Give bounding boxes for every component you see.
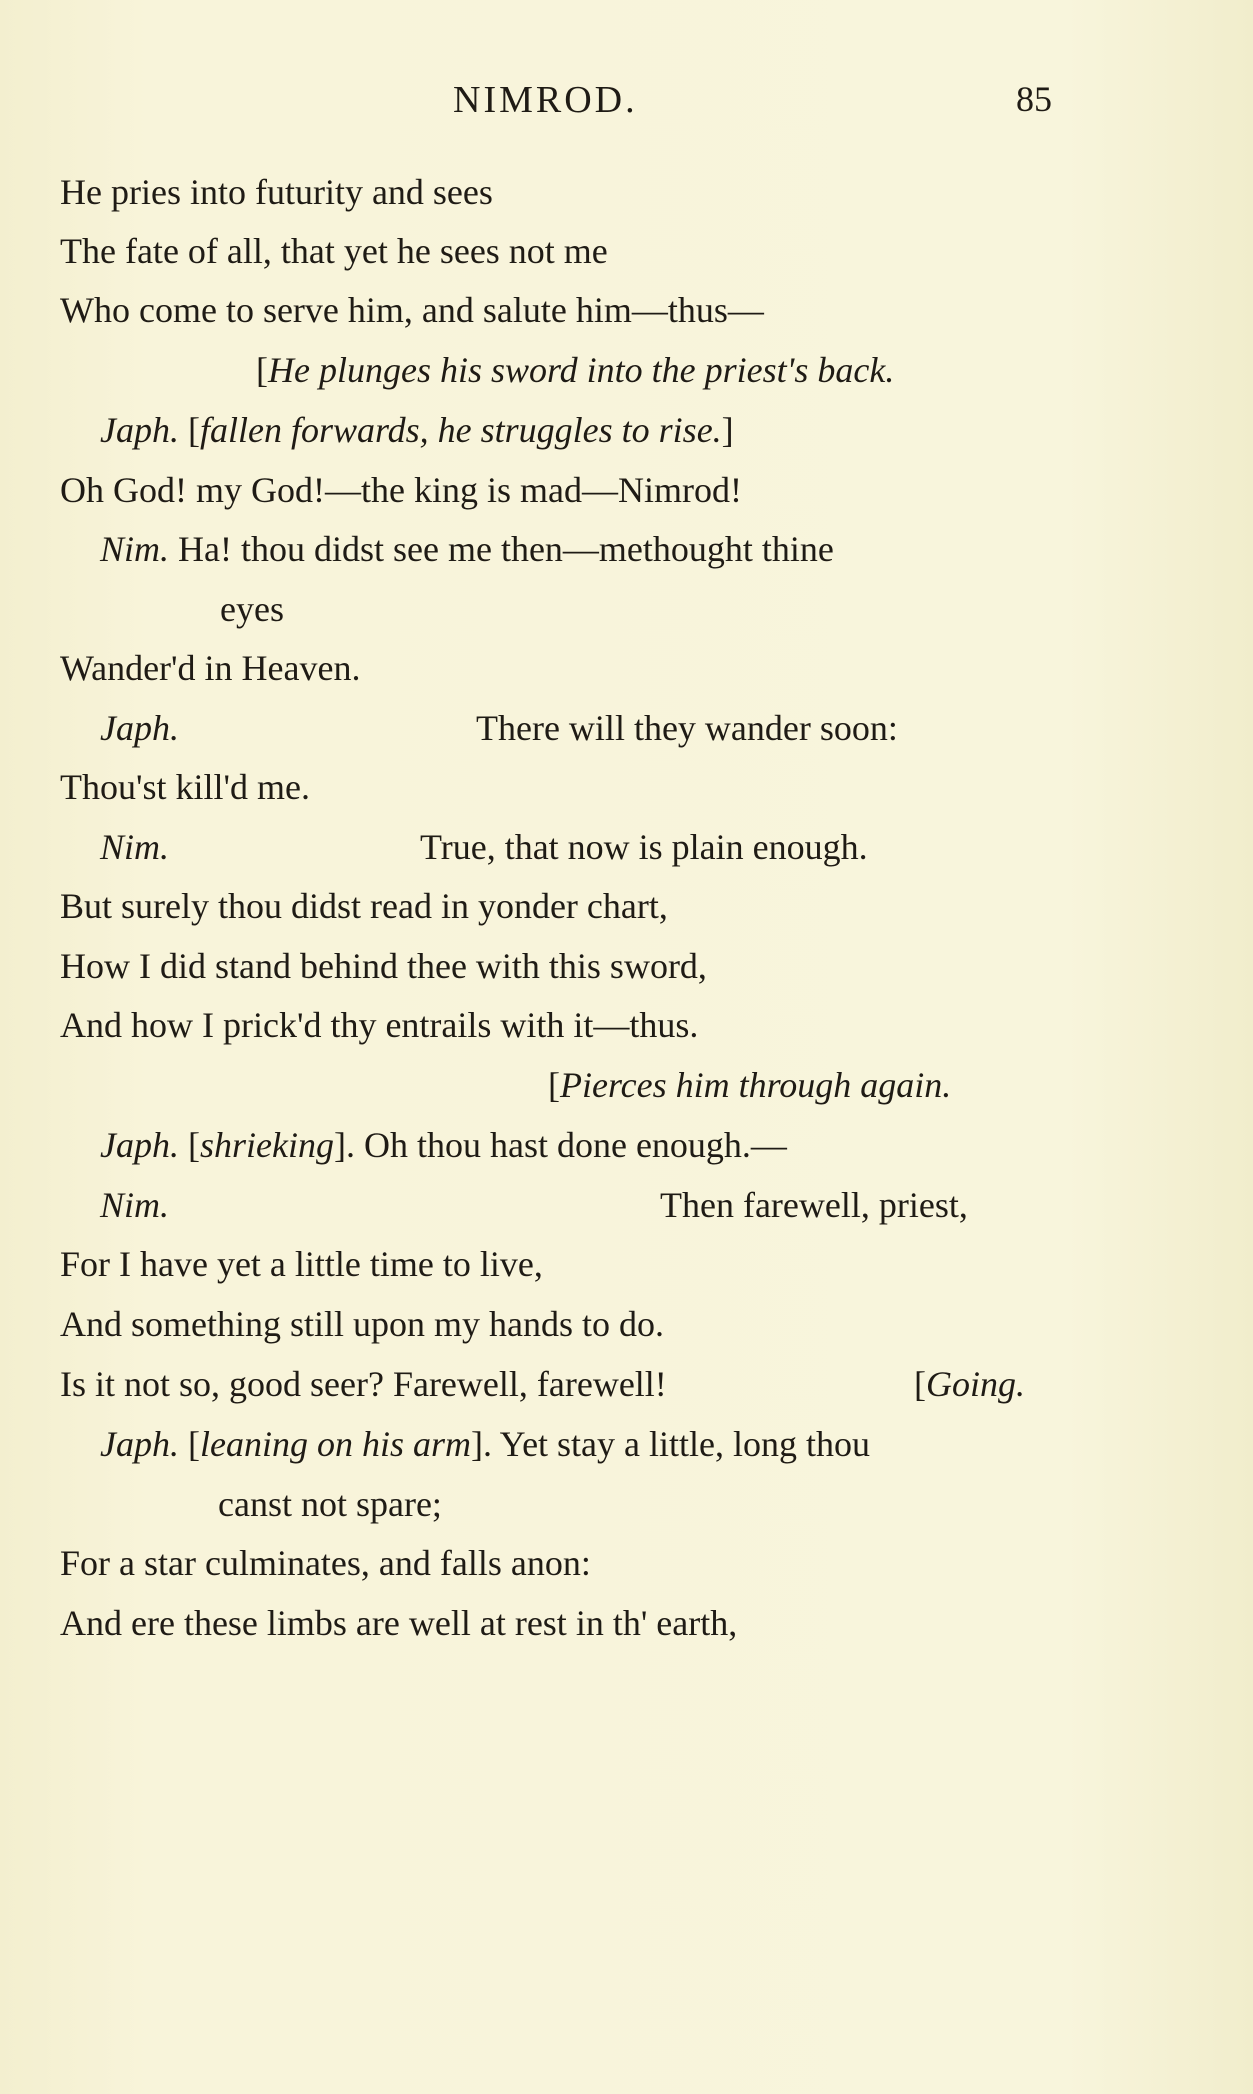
verse-line bbox=[60, 1601, 737, 1645]
line-text: Then farewell, priest, bbox=[660, 1185, 968, 1225]
verse-line bbox=[60, 1003, 698, 1047]
line-text: Wander'd in Heaven. bbox=[60, 648, 361, 688]
line-text: Thou'st kill'd me. bbox=[60, 767, 310, 807]
bracket: [ bbox=[187, 1125, 200, 1165]
verse-line bbox=[100, 1422, 870, 1466]
line-text: Oh thou hast done enough.— bbox=[363, 1125, 787, 1165]
verse-line bbox=[60, 229, 608, 273]
stage-text: Going. bbox=[926, 1364, 1025, 1404]
stage-direction bbox=[914, 1362, 1025, 1406]
verse-line bbox=[218, 1482, 442, 1526]
line-text: Is it not so, good seer? Farewell, farewell! bbox=[60, 1364, 667, 1404]
page-number: 85 bbox=[1016, 79, 1052, 119]
speaker-name: Japh. bbox=[100, 410, 179, 450]
line-text: And how I prick'd thy entrails with it—thus. bbox=[60, 1005, 699, 1045]
bracket: [ bbox=[548, 1065, 560, 1105]
bracket-close: ]. bbox=[333, 1125, 355, 1165]
speaker-name: Nim. bbox=[100, 529, 170, 569]
stage-text: He plunges his sword into the priest's back. bbox=[268, 350, 895, 390]
verse-line bbox=[60, 1302, 664, 1346]
page-header bbox=[0, 72, 1253, 122]
verse-line bbox=[220, 587, 284, 631]
line-text: Who come to serve him, and salute him—thus— bbox=[60, 290, 764, 330]
line-text: There will they wander soon: bbox=[476, 708, 898, 748]
verse-line bbox=[60, 468, 742, 512]
stage-text: leaning on his arm bbox=[199, 1424, 471, 1464]
verse-line bbox=[60, 1541, 591, 1585]
stage-text: Pierces him through again. bbox=[560, 1065, 952, 1105]
line-text: eyes bbox=[220, 589, 284, 629]
verse-line-continuation bbox=[476, 706, 898, 750]
line-text: For I have yet a little time to live, bbox=[60, 1244, 543, 1284]
running-head: NIMROD. bbox=[453, 79, 638, 121]
bracket: [ bbox=[187, 1424, 200, 1464]
line-text: Oh God! my God!—the king is mad—Nimrod! bbox=[60, 470, 742, 510]
verse-line bbox=[60, 1242, 543, 1286]
line-text: canst not spare; bbox=[218, 1484, 442, 1524]
line-text: And ere these limbs are well at rest in th' earth, bbox=[60, 1603, 738, 1643]
bracket: [ bbox=[256, 350, 268, 390]
speaker-name: Japh. bbox=[100, 708, 179, 748]
stage-text: fallen forwards, he struggles to rise. bbox=[199, 410, 722, 450]
line-text: And something still upon my hands to do. bbox=[60, 1304, 665, 1344]
bracket-close: ] bbox=[721, 410, 734, 450]
line-text: How I did stand behind thee with this sword, bbox=[60, 946, 707, 986]
verse-line bbox=[100, 706, 179, 750]
verse-line bbox=[100, 1123, 787, 1167]
verse-line-continuation bbox=[420, 825, 868, 869]
stage-direction bbox=[548, 1063, 951, 1107]
line-text: Yet stay a little, long thou bbox=[499, 1424, 871, 1464]
line-text: He pries into futurity and sees bbox=[60, 172, 493, 212]
speaker-name: Japh. bbox=[100, 1424, 179, 1464]
verse-line bbox=[60, 884, 668, 928]
stage-text: shrieking bbox=[199, 1125, 334, 1165]
verse-line bbox=[100, 527, 834, 571]
speaker-name: Nim. bbox=[100, 827, 170, 867]
line-text: For a star culminates, and falls anon: bbox=[60, 1543, 591, 1583]
verse-line bbox=[60, 944, 707, 988]
bracket: [ bbox=[187, 410, 200, 450]
verse-line bbox=[100, 408, 734, 452]
verse-line bbox=[100, 1183, 169, 1227]
speaker-name: Japh. bbox=[100, 1125, 179, 1165]
verse-line bbox=[60, 646, 360, 690]
line-text: The fate of all, that yet he sees not me bbox=[60, 231, 608, 271]
line-text: But surely thou didst read in yonder chart, bbox=[60, 886, 668, 926]
verse-line bbox=[60, 170, 493, 214]
bracket: [ bbox=[914, 1364, 926, 1404]
bracket-close: ]. bbox=[471, 1424, 492, 1464]
speaker-name: Nim. bbox=[100, 1185, 170, 1225]
verse-line bbox=[100, 825, 169, 869]
line-text: True, that now is plain enough. bbox=[420, 827, 868, 867]
verse-line bbox=[60, 288, 764, 332]
stage-direction bbox=[256, 348, 894, 392]
line-text: Ha! thou didst see me then—methought thine bbox=[178, 529, 834, 569]
verse-line-continuation bbox=[660, 1183, 968, 1227]
verse-line bbox=[60, 765, 310, 809]
verse-line bbox=[60, 1362, 667, 1406]
